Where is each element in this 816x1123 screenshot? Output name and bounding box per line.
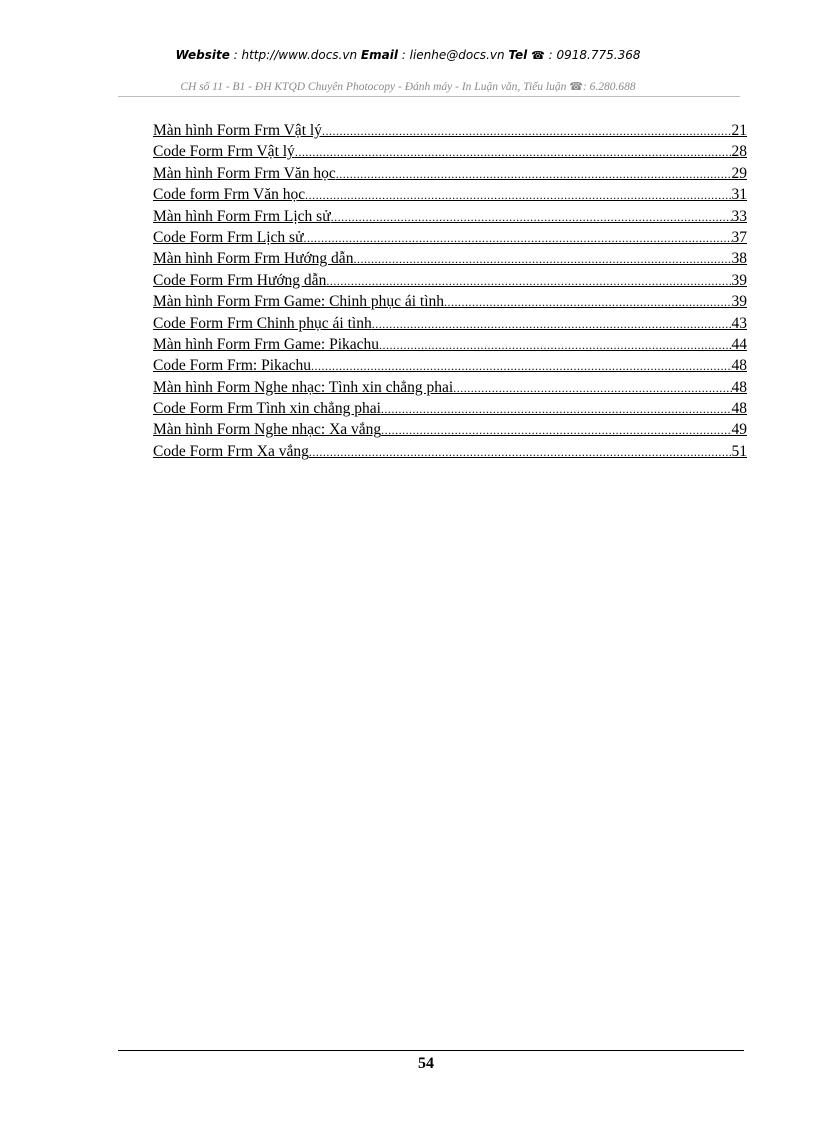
toc-entry-title: Màn hình Form Frm Vật lý xyxy=(153,122,322,139)
toc-dot-leader xyxy=(381,399,732,419)
toc-dot-leader xyxy=(303,228,731,248)
toc-entry[interactable] xyxy=(153,120,747,141)
toc-entry-page: 48 xyxy=(731,378,747,396)
toc-entry-title: Code Form Frm Vật lý xyxy=(153,143,295,161)
toc-entry[interactable] xyxy=(153,398,747,419)
toc-entry[interactable] xyxy=(153,184,747,205)
toc-dot-leader xyxy=(331,207,732,227)
toc-entry-page: 31 xyxy=(731,186,747,204)
website-label: Website xyxy=(175,48,230,62)
tel-label: Tel xyxy=(508,48,528,62)
toc-entry-title: Màn hình Form Frm Game: Pikachu xyxy=(153,335,380,353)
toc-dot-leader xyxy=(381,420,731,440)
toc-entry-page: 51 xyxy=(731,442,747,460)
toc-entry-title: Code Form Frm Chinh phục ái tình xyxy=(153,314,372,332)
toc-dot-leader xyxy=(305,185,731,205)
toc-entry-page: 43 xyxy=(731,314,747,332)
tel-value: : 0918.775.368 xyxy=(544,48,641,62)
toc-entry-page: 29 xyxy=(731,164,747,182)
toc-dot-leader xyxy=(353,249,731,269)
toc-entry[interactable] xyxy=(153,291,747,312)
phone-icon-small: ☎ xyxy=(569,81,583,93)
toc-entry-page: 39 xyxy=(731,293,747,311)
toc-dot-leader xyxy=(453,378,731,398)
header-divider xyxy=(118,96,740,97)
toc-dot-leader xyxy=(372,314,732,334)
toc-entry-title: Màn hình Form Nghe nhạc: Tình xin chẳng phai xyxy=(153,378,454,396)
table-of-contents xyxy=(153,120,747,462)
toc-entry-page: 37 xyxy=(731,228,747,246)
toc-entry-title: Code Form Frm Lịch sử xyxy=(153,228,304,246)
email-value: : lienhe@docs.vn xyxy=(397,48,509,62)
toc-entry[interactable] xyxy=(153,248,747,269)
email-label: Email xyxy=(360,48,398,62)
toc-entry[interactable] xyxy=(153,313,747,334)
toc-entry-page: 21 xyxy=(731,122,747,139)
toc-entry-title: Màn hình Form Frm Lịch sử xyxy=(153,207,331,225)
toc-entry-page: 48 xyxy=(731,400,747,418)
toc-entry-page: 49 xyxy=(731,421,747,439)
toc-entry-page: 39 xyxy=(731,271,747,289)
header-subline-phone: : 6.280.688 xyxy=(582,81,636,93)
header-subline-text: CH số 11 - B1 - ĐH KTQD Chuyên Photocopy - Đánh máy - In Luận văn, Tiểu luận xyxy=(180,81,570,93)
website-value: : http://www.docs.vn xyxy=(229,48,361,62)
toc-dot-leader xyxy=(379,335,731,355)
toc-entry-title: Code form Frm Văn học xyxy=(153,186,306,204)
header-contact-line xyxy=(0,48,816,62)
page-number: 54 xyxy=(418,1055,434,1072)
toc-entry-title: Code Form Frm: Pikachu xyxy=(153,357,312,375)
toc-entry-page: 48 xyxy=(731,357,747,375)
toc-dot-leader xyxy=(326,271,731,291)
toc-entry-title: Code Form Frm Xa vắng xyxy=(153,442,309,460)
toc-entry[interactable] xyxy=(153,206,747,227)
toc-dot-leader xyxy=(336,164,732,184)
toc-entry[interactable] xyxy=(153,441,747,462)
toc-dot-leader xyxy=(311,356,731,376)
toc-entry[interactable] xyxy=(153,334,747,355)
toc-entry-page: 38 xyxy=(731,250,747,268)
phone-icon: ☎ xyxy=(531,49,545,62)
toc-entry[interactable] xyxy=(153,163,747,184)
toc-entry[interactable] xyxy=(153,270,747,291)
toc-entry[interactable] xyxy=(153,355,747,376)
toc-entry[interactable] xyxy=(153,227,747,248)
toc-entry[interactable] xyxy=(153,377,747,398)
toc-dot-leader xyxy=(322,121,732,141)
toc-dot-leader xyxy=(295,142,732,162)
toc-entry-title: Màn hình Form Nghe nhạc: Xa vắng xyxy=(153,421,382,439)
toc-entry-page: 28 xyxy=(731,143,747,161)
toc-entry-title: Code Form Frm Hướng dẫn xyxy=(153,271,327,289)
toc-entry-page: 44 xyxy=(731,335,747,353)
toc-entry[interactable] xyxy=(153,419,747,440)
toc-entry-title: Màn hình Form Frm Văn học xyxy=(153,164,336,182)
toc-dot-leader xyxy=(309,442,732,462)
toc-entry-title: Màn hình Form Frm Game: Chinh phục ái tình xyxy=(153,293,445,311)
toc-dot-leader xyxy=(444,292,731,312)
header-address-line xyxy=(0,80,816,93)
toc-entry-title: Code Form Frm Tình xin chẳng phai xyxy=(153,400,381,418)
toc-entry[interactable] xyxy=(153,141,747,162)
toc-entry-page: 33 xyxy=(731,207,747,225)
toc-entry-title: Màn hình Form Frm Hướng dẫn xyxy=(153,250,354,268)
footer-divider xyxy=(118,1050,744,1051)
